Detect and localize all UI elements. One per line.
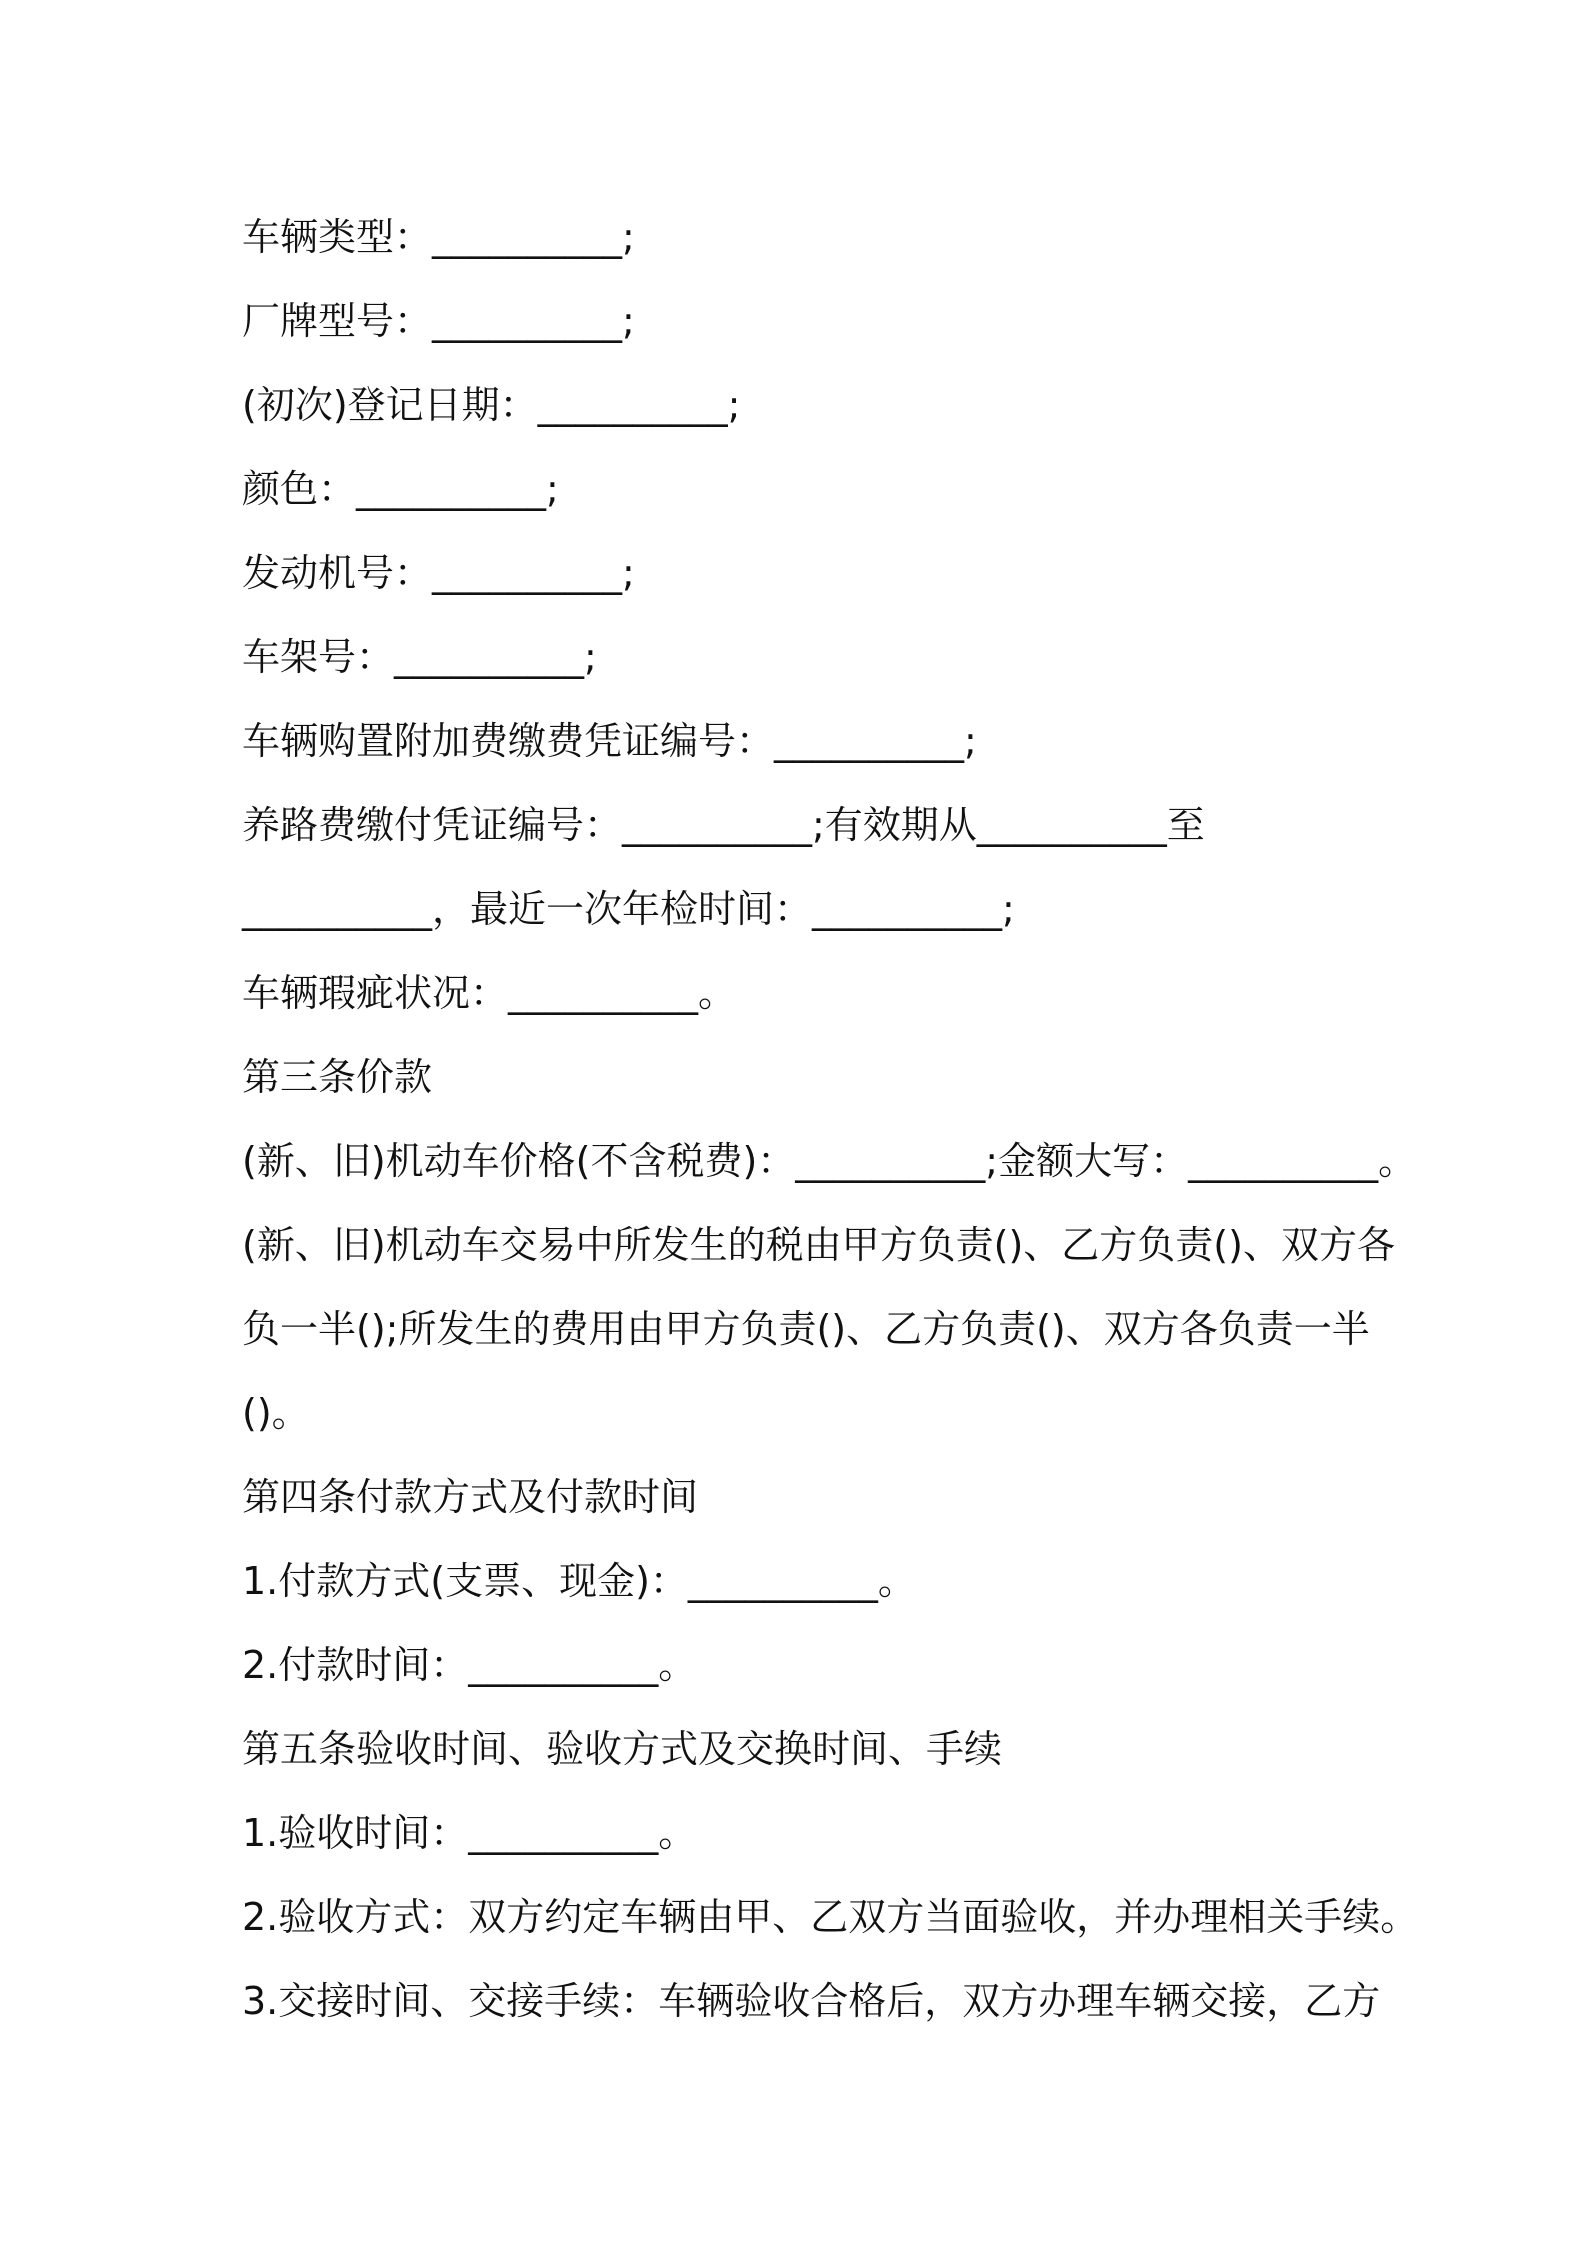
field-brand-model: 厂牌型号：__________;	[242, 299, 635, 343]
section-heading-article-4: 第四条付款方式及付款时间	[242, 1475, 699, 1519]
paragraph-handover: 3.交接时间、交接手续：车辆验收合格后，双方办理车辆交接，乙方	[242, 1979, 1381, 2023]
field-purchase-fee-voucher: 车辆购置附加费缴费凭证编号：__________;	[242, 719, 977, 763]
paragraph-inspection-method: 2.验收方式：双方约定车辆由甲、乙双方当面验收，并办理相关手续。	[242, 1895, 1419, 1939]
document-body	[242, 195, 1419, 2043]
field-payment-method: 1.付款方式(支票、现金)：__________。	[242, 1559, 916, 1603]
field-vehicle-type: 车辆类型：__________;	[242, 215, 635, 259]
section-heading-article-3: 第三条价款	[242, 1055, 433, 1099]
field-frame-number: 车架号：__________;	[242, 635, 597, 679]
field-engine-number: 发动机号：__________;	[242, 551, 635, 595]
field-validity-inspection: __________，最近一次年检时间：__________;	[242, 887, 1015, 931]
section-heading-article-5: 第五条验收时间、验收方式及交换时间、手续	[242, 1727, 1003, 1771]
field-inspection-time: 1.验收时间：__________。	[242, 1811, 697, 1855]
field-payment-time: 2.付款时间：__________。	[242, 1643, 697, 1687]
paragraph-tax-responsibility-cont: 负一半();所发生的费用由甲方负责()、乙方负责()、双方各负责一半	[242, 1307, 1370, 1351]
field-vehicle-defects: 车辆瑕疵状况：__________。	[242, 971, 737, 1015]
paragraph-tax-responsibility-end: ()。	[242, 1391, 310, 1435]
field-color: 颜色：__________;	[242, 467, 559, 511]
field-registration-date: (初次)登记日期：__________;	[242, 383, 741, 427]
field-road-fee-voucher: 养路费缴付凭证编号：__________;有效期从__________至	[242, 803, 1205, 847]
paragraph-tax-responsibility: (新、旧)机动车交易中所发生的税由甲方负责()、乙方负责()、双方各	[242, 1223, 1395, 1267]
field-vehicle-price: (新、旧)机动车价格(不含税费)：__________;金额大写：__________。	[242, 1139, 1417, 1183]
